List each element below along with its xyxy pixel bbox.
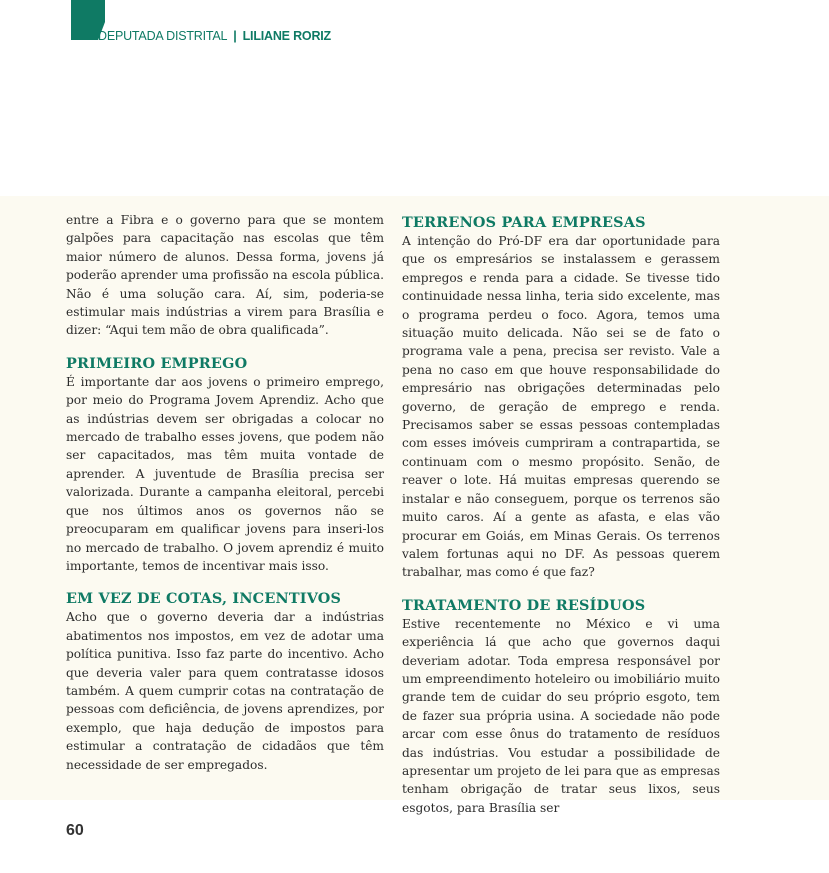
header-separator: | bbox=[233, 29, 237, 43]
left-column bbox=[66, 211, 384, 774]
section-heading-residuos: TRATAMENTO DE RESÍDUOS bbox=[402, 596, 646, 614]
running-header bbox=[98, 29, 331, 43]
intro-paragraph: entre a Fibra e o governo para que se montem galpões para capacitação nas escolas que têm maior número de alunos. Dessa forma, jovens já poderão aprender uma profissão na escola pública. Não é uma solução cara. Aí, sim, poderia-se estimular mais indústrias a virem para Brasília e dizer: “Aqui tem mão de obra qualificada”. bbox=[66, 213, 384, 338]
right-column bbox=[402, 211, 720, 817]
header-role: DEPUTADA DISTRITAL bbox=[98, 29, 228, 43]
section-heading-primeiro-emprego: PRIMEIRO EMPREGO bbox=[66, 354, 248, 372]
section-body-primeiro-emprego: É importante dar aos jovens o primeiro emprego, por meio do Programa Jovem Aprendiz. Acho que as indústrias devem ser obrigadas a colocar no mercado de trabalho esses jovens, que podem não ser capacitados, mas têm muita vontade de aprender. A juventude de Brasília precisa ser valorizada. Durante a campanha eleitoral, percebi que nos últimos anos os governos não se preocuparam em qualificar jovens para inseri-los no mercado de trabalho. O jovem aprendiz é muito importante, temos de incentivar mais isso. bbox=[66, 374, 384, 573]
section-heading-cotas-incentivos: EM VEZ DE COTAS, INCENTIVOS bbox=[66, 590, 342, 608]
section-body-terrenos: A intenção do Pró-DF era dar oportunidade para que os empresários se instalassem e gerassem empregos e renda para a cidade. Se tivesse tido continuidade nessa linha, teria sido excelente, mas o programa perdeu o foco. Agora, temos uma situação muito delicada. Não sei se de fato o programa vale a pena, precisa ser revisto. Vale a pena no caso em que houve responsabilidade do empresário nas obrigações determinadas pelo governo, de geração de emprego e renda. Precisamos saber se essas pessoas contempladas com esses imóveis cumpriram a contrapartida, se continuam com o mesmo propósito. Senão, de reaver o lote. Há muitas empresas querendo se instalar e não conseguem, porque os terrenos são muito caros. Aí a gente as afasta, e elas vão procurar em Goiás, em Minas Gerais. Os terrenos valem fortunas aqui no DF. As pessoas querem trabalhar, mas como é que faz? bbox=[402, 234, 720, 580]
header-name: LILIANE RORIZ bbox=[242, 29, 331, 43]
section-body-cotas-incentivos: Acho que o governo deveria dar a indústrias abatimentos nos impostos, em vez de adotar uma política punitiva. Isso faz parte do incentivo. Acho que deveria valer para quem contratasse idosos também. A quem cumprir cotas na contratação de pessoas com deficiência, de jovens aprendizes, por exemplo, que haja dedução de impostos para estimular a contratação de cidadãos que têm necessidade de ser empregados. bbox=[66, 610, 384, 772]
section-body-residuos: Estive recentemente no México e vi uma experiência lá que acho que governos daqui deveriam adotar. Toda empresa responsável por um empreendimento hoteleiro ou imobiliário muito grande tem de cuidar do seu próprio esgoto, tem de fazer sua própria usina. A sociedade não pode arcar com esse ônus do tratamento de resíduos das indústrias. Vou estudar a possibilidade de apresentar um projeto de lei para que as empresas tenham obrigação de tratar seus lixos, seus esgotos, para Brasília ser bbox=[402, 616, 720, 815]
page-number: 60 bbox=[66, 822, 84, 839]
section-heading-terrenos: TERRENOS PARA EMPRESAS bbox=[402, 214, 646, 231]
